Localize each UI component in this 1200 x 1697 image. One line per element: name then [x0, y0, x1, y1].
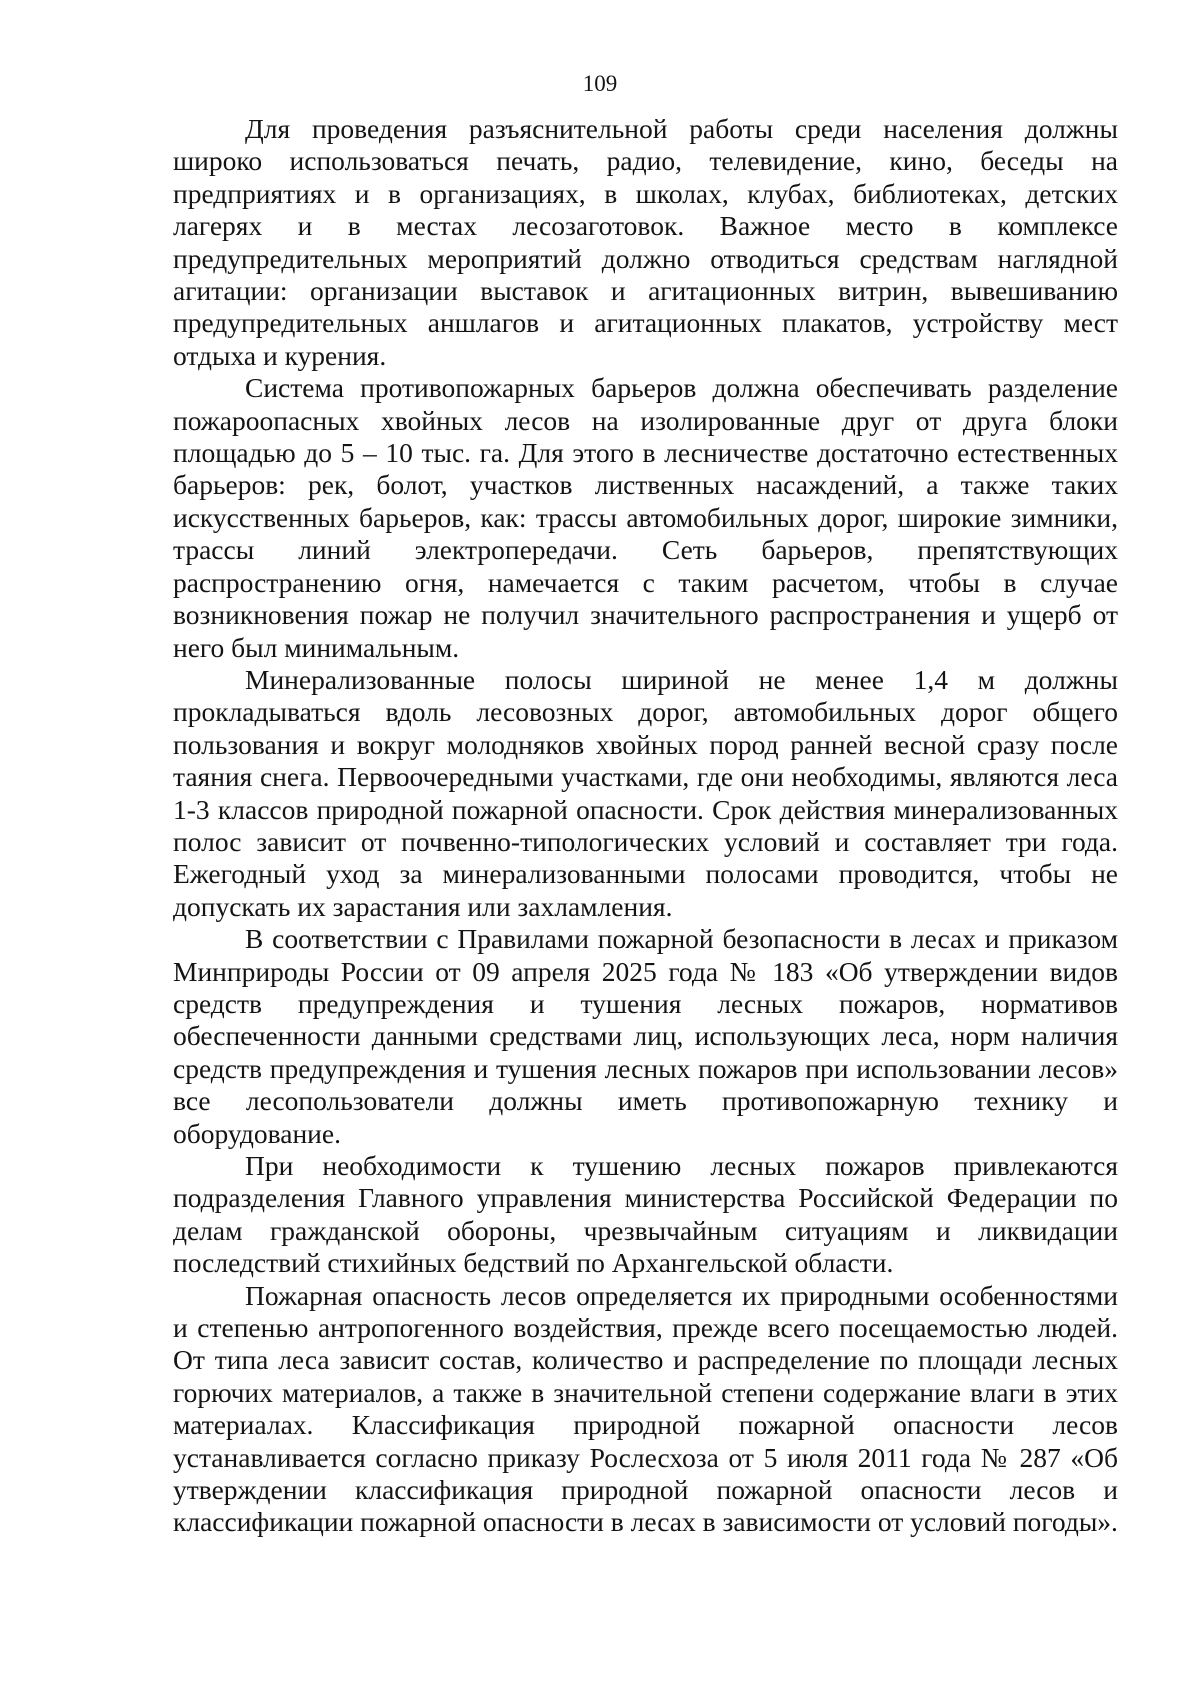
paragraph: При необходимости к тушению лесных пожаров привлекаются подразделения Главного управления министерства Российской Федерации по делам гражданской обороны, чрезвычайным ситуациям и ликвидации последствий стихийных бедствий по Архангельской области. — [173, 1150, 1118, 1279]
page-number: 109 — [582, 71, 618, 96]
paragraph: Система противопожарных барьеров должна обеспечивать разделение пожароопасных хвойных лесов на изолированные друг от друга блоки площадью до 5 – 10 тыс. га. Для этого в лесничестве достаточно естественных барьеров: рек, болот, участков лиственных насаждений, а также таких искусственных барьеров, как: трассы автомобильных дорог, широкие зимники, трассы линий электропередачи. Сеть барьеров, препятствующих распространению огня, намечается с таким расчетом, чтобы в случае возникновения пожар не получил значительного распространения и ущерб от него был минимальным. — [173, 372, 1118, 663]
paragraph: Пожарная опасность лесов определяется их природными особенностями и степенью антропогенного воздействия, прежде всего посещаемостью людей. От типа леса зависит состав, количество и распределение по площади лесных горючих материалов, а также в значительной степени содержание влаги в этих материалах. Классификация природной пожарной опасности лесов устанавливается согласно приказу Рослесхоза от 5 июля 2011 года № 287 «Об утверждении классификация природной пожарной опасности лесов и классификации пожарной опасности в лесах в зависимости от условий погоды». — [173, 1279, 1118, 1538]
paragraph: В соответствии с Правилами пожарной безопасности в лесах и приказом Минприроды России от 09 апреля 2025 года № 183 «Об утверждении видов средств предупреждения и тушения лесных пожаров, нормативов обеспеченности данными средствами лиц, использующих леса, норм наличия средств предупреждения и тушения лесных пожаров при использовании лесов» все лесопользователи должны иметь противопожарную технику и оборудование. — [173, 923, 1118, 1149]
paragraph: Минерализованные полосы шириной не менее 1,4 м должны прокладываться вдоль лесовозных дорог, автомобильных дорог общего пользования и вокруг молодняков хвойных пород ранней весной сразу после таяния снега. Первоочередными участками, где они необходимы, являются леса 1-3 классов природной пожарной опасности. Срок действия минерализованных полос зависит от почвенно-типологических условий и составляет три года. Ежегодный уход за минерализованными полосами проводится, чтобы не допускать их зарастания или захламления. — [173, 663, 1118, 922]
paragraph: Для проведения разъяснительной работы среди населения должны широко использоваться печать, радио, телевидение, кино, беседы на предприятиях и в организациях, в школах, клубах, библиотеках, детских лагерях и в местах лесозаготовок. Важное место в комплексе предупредительных мероприятий должно отводиться средствам наглядной агитации: организации выставок и агитационных витрин, вывешиванию предупредительных аншлагов и агитационных плакатов, устройству мест отдыха и курения. — [173, 113, 1118, 371]
document-body — [173, 113, 1118, 1539]
